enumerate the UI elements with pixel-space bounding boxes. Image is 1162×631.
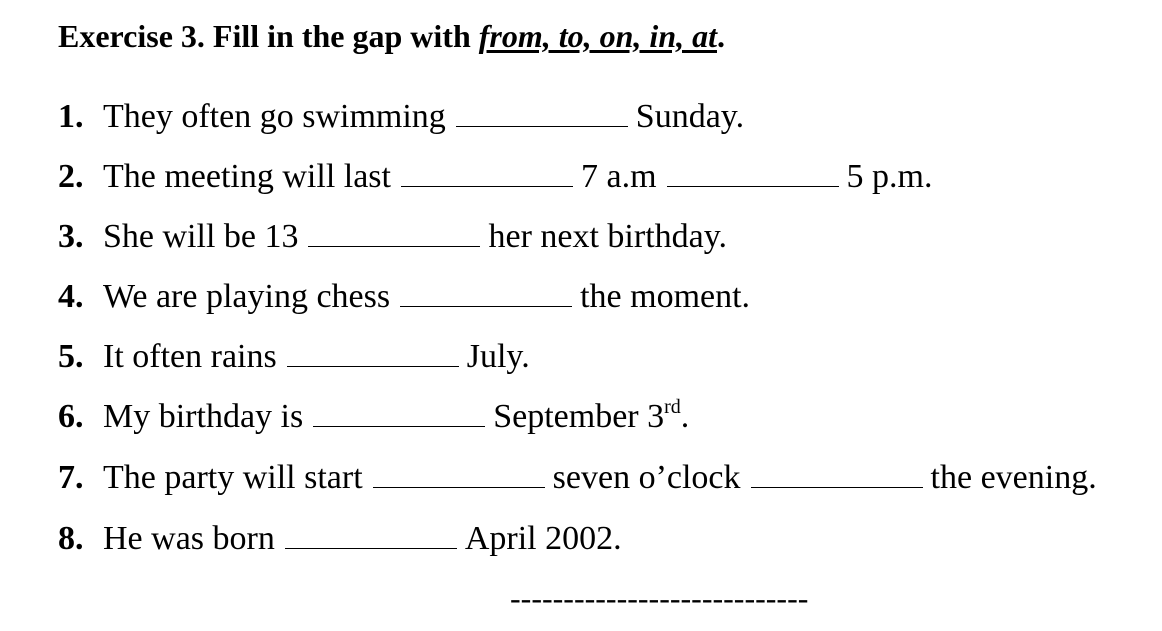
ordinal-suffix: rd	[664, 396, 681, 418]
exercise-item-3	[58, 215, 727, 259]
answer-blank	[287, 362, 459, 367]
exercise-item-5	[58, 335, 530, 379]
item-number: 3.	[58, 218, 84, 255]
exercise-item-1	[58, 95, 744, 139]
item-number: 2.	[58, 158, 84, 195]
exercise-item-6	[58, 395, 689, 439]
item-text: It often rains	[103, 338, 277, 375]
heading-prefix: Exercise 3. Fill in the gap with	[58, 18, 479, 54]
item-text: 5 p.m.	[846, 158, 933, 195]
item-text: July.	[466, 338, 530, 375]
item-text: My birthday is	[103, 398, 304, 435]
item-number: 4.	[58, 278, 84, 315]
item-text: the evening.	[930, 459, 1097, 496]
answer-blank	[308, 242, 480, 247]
item-text: .	[680, 398, 690, 435]
item-number: 7.	[58, 459, 84, 496]
item-text: 7 a.m	[581, 158, 657, 195]
item-text: her next birthday.	[488, 218, 728, 255]
item-text: We are playing chess	[103, 278, 391, 315]
item-number: 8.	[58, 520, 84, 557]
answer-blank	[313, 422, 485, 427]
answer-blank	[400, 302, 572, 307]
item-text: He was born	[103, 520, 275, 557]
answer-blank	[667, 182, 839, 187]
answer-blank	[751, 483, 923, 488]
exercise-item-4	[58, 275, 750, 319]
item-text: They often go swimming	[103, 98, 446, 135]
item-number: 1.	[58, 98, 84, 135]
item-text: Sunday.	[635, 98, 745, 135]
answer-blank	[373, 483, 545, 488]
footer-dashes: ----------------------------	[510, 580, 809, 616]
item-number: 6.	[58, 398, 84, 435]
item-text: The party will start	[103, 459, 363, 496]
answer-blank	[285, 544, 457, 549]
heading-word-list: from, to, on, in, at	[478, 18, 717, 54]
heading-suffix: .	[717, 18, 725, 54]
answer-blank	[456, 122, 628, 127]
exercise-item-7	[58, 456, 1097, 500]
item-text: September 3	[493, 398, 665, 435]
answer-blank	[401, 182, 573, 187]
exercise-item-2	[58, 155, 933, 199]
item-text: She will be 13	[103, 218, 299, 255]
item-text: seven o’clock	[552, 459, 741, 496]
exercise-item-8	[58, 517, 622, 561]
exercise-heading	[58, 18, 725, 55]
item-text: the moment.	[580, 278, 751, 315]
item-number: 5.	[58, 338, 84, 375]
item-text: April 2002.	[464, 520, 622, 557]
item-text: The meeting will last	[103, 158, 391, 195]
